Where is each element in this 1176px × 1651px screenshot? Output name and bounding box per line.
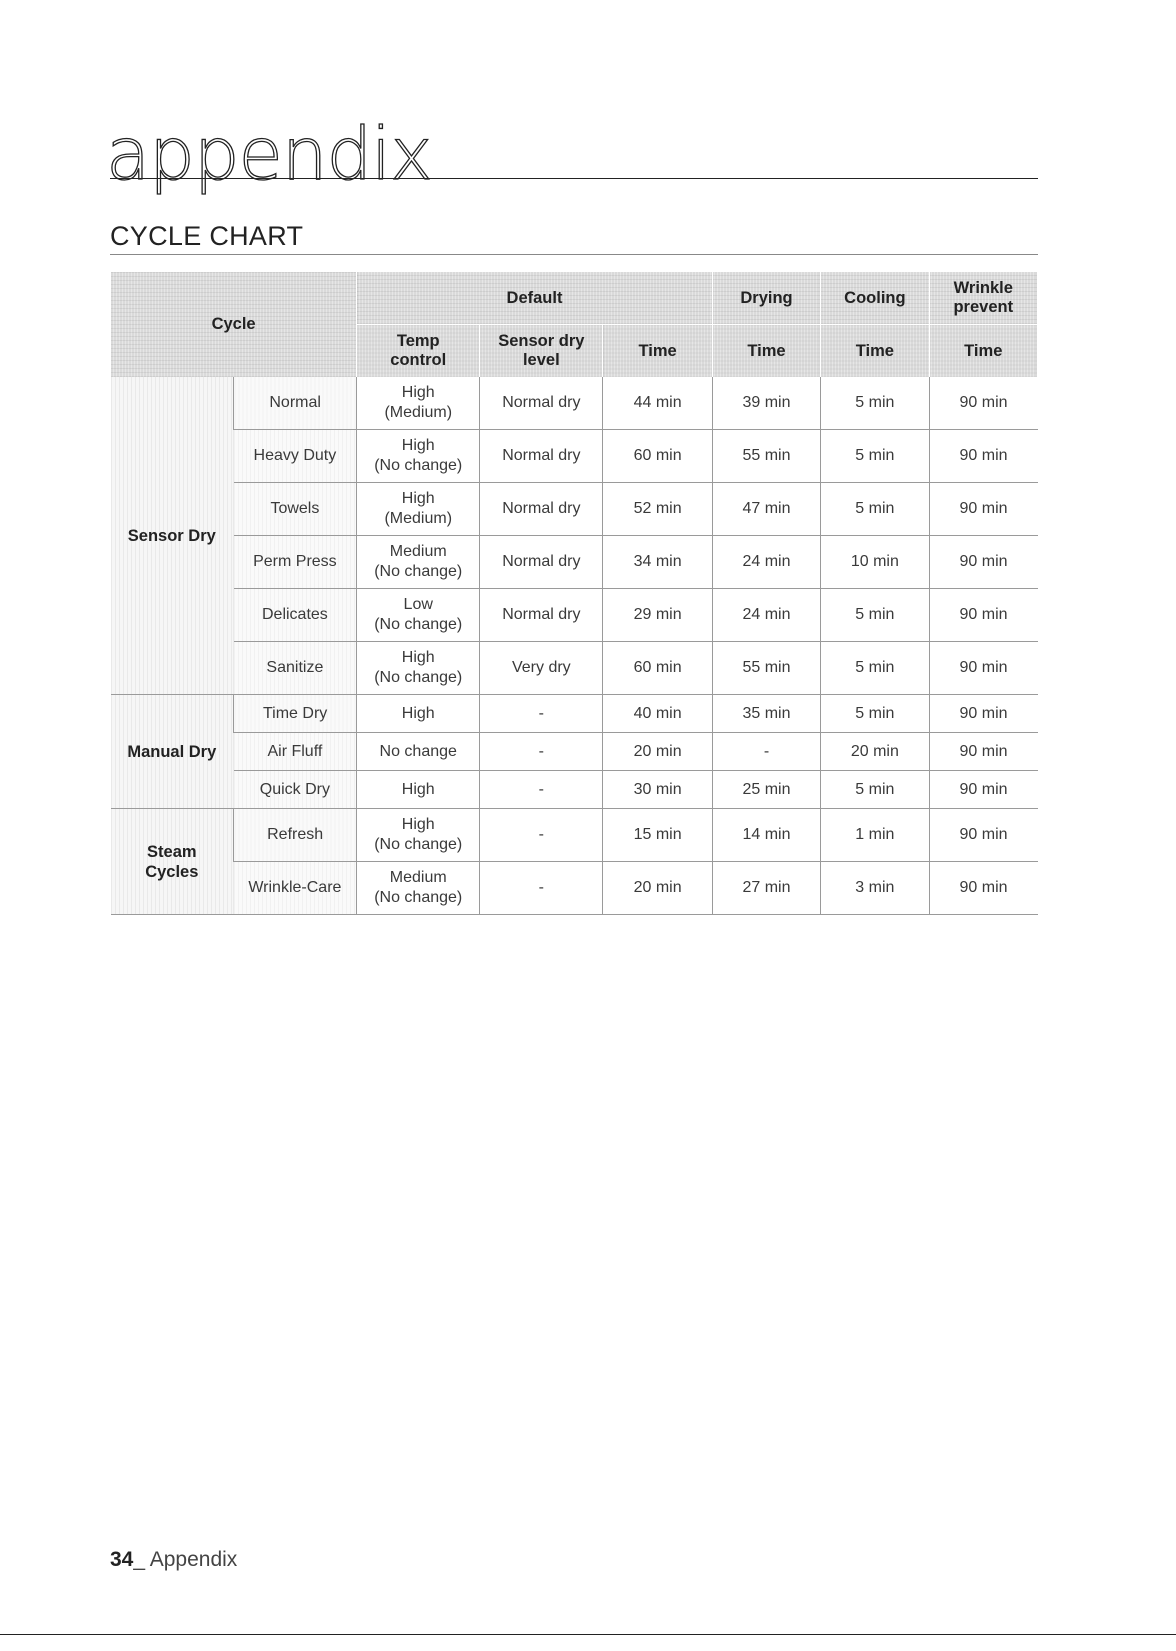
table-row xyxy=(111,695,1038,733)
sensor-level-cell: - xyxy=(480,771,603,809)
temp-control-cell: High (No change) xyxy=(357,430,480,483)
cooling-time-cell: 5 min xyxy=(821,483,929,536)
sensor-level-cell: - xyxy=(480,733,603,771)
sensor-level-cell: - xyxy=(480,809,603,862)
cycle-name: Delicates xyxy=(234,589,357,642)
cooling-time-cell: 5 min xyxy=(821,430,929,483)
header-default: Default xyxy=(357,272,713,325)
default-time-cell: 40 min xyxy=(603,695,712,733)
header-wrinkle-prevent: Wrinkle prevent xyxy=(929,272,1037,325)
header-default-time: Time xyxy=(603,325,712,378)
drying-time-cell: 24 min xyxy=(712,589,820,642)
cycle-name: Quick Dry xyxy=(234,771,357,809)
header-wrinkle-time: Time xyxy=(929,325,1037,378)
wrinkle-time-cell: 90 min xyxy=(929,862,1037,915)
wrinkle-time-cell: 90 min xyxy=(929,809,1037,862)
drying-time-cell: 14 min xyxy=(712,809,820,862)
drying-time-cell: - xyxy=(712,733,820,771)
group-label-steam-cycles: Steam Cycles xyxy=(111,809,234,915)
wrinkle-time-cell: 90 min xyxy=(929,377,1037,430)
sensor-level-cell: Normal dry xyxy=(480,430,603,483)
wrinkle-time-cell: 90 min xyxy=(929,733,1037,771)
default-time-cell: 60 min xyxy=(603,430,712,483)
temp-control-cell: High (Medium) xyxy=(357,483,480,536)
drying-time-cell: 55 min xyxy=(712,430,820,483)
cooling-time-cell: 3 min xyxy=(821,862,929,915)
table-row xyxy=(111,642,1038,695)
cooling-time-cell: 5 min xyxy=(821,377,929,430)
cycle-name: Heavy Duty xyxy=(234,430,357,483)
section-rule xyxy=(110,254,1038,255)
cycle-name: Refresh xyxy=(234,809,357,862)
wrinkle-time-cell: 90 min xyxy=(929,642,1037,695)
sensor-level-cell: Normal dry xyxy=(480,536,603,589)
page-number: 34 xyxy=(110,1548,134,1571)
section-title: CYCLE CHART xyxy=(110,221,304,251)
cycle-name: Towels xyxy=(234,483,357,536)
table-row xyxy=(111,589,1038,642)
temp-control-cell: High xyxy=(357,771,480,809)
header-drying: Drying xyxy=(712,272,820,325)
sensor-level-cell: - xyxy=(480,862,603,915)
temp-control-cell: Low (No change) xyxy=(357,589,480,642)
chapter-title: appendix xyxy=(106,112,432,196)
default-time-cell: 20 min xyxy=(603,733,712,771)
table-row xyxy=(111,483,1038,536)
drying-time-cell: 27 min xyxy=(712,862,820,915)
table-row xyxy=(111,733,1038,771)
cooling-time-cell: 5 min xyxy=(821,771,929,809)
default-time-cell: 15 min xyxy=(603,809,712,862)
header-cycle: Cycle xyxy=(111,272,357,377)
sensor-level-cell: Normal dry xyxy=(480,483,603,536)
header-row-top xyxy=(111,272,1038,325)
wrinkle-time-cell: 90 min xyxy=(929,483,1037,536)
cooling-time-cell: 5 min xyxy=(821,695,929,733)
bottom-rule xyxy=(0,1634,1176,1635)
drying-time-cell: 39 min xyxy=(712,377,820,430)
temp-control-cell: Medium (No change) xyxy=(357,536,480,589)
default-time-cell: 34 min xyxy=(603,536,712,589)
cycle-chart-table xyxy=(110,272,1038,915)
table-row xyxy=(111,771,1038,809)
chapter-rule xyxy=(110,178,1038,179)
temp-control-cell: High (Medium) xyxy=(357,377,480,430)
default-time-cell: 30 min xyxy=(603,771,712,809)
group-label-sensor-dry: Sensor Dry xyxy=(111,377,234,695)
wrinkle-time-cell: 90 min xyxy=(929,589,1037,642)
sensor-level-cell: Normal dry xyxy=(480,589,603,642)
header-temp-control: Temp control xyxy=(357,325,480,378)
table-row xyxy=(111,536,1038,589)
table-row xyxy=(111,430,1038,483)
table-row xyxy=(111,809,1038,862)
header-cooling: Cooling xyxy=(821,272,929,325)
cooling-time-cell: 20 min xyxy=(821,733,929,771)
cooling-time-cell: 5 min xyxy=(821,642,929,695)
default-time-cell: 52 min xyxy=(603,483,712,536)
header-sensor-dry-level: Sensor dry level xyxy=(480,325,603,378)
drying-time-cell: 55 min xyxy=(712,642,820,695)
cycle-name: Time Dry xyxy=(234,695,357,733)
default-time-cell: 44 min xyxy=(603,377,712,430)
header-cooling-time: Time xyxy=(821,325,929,378)
default-time-cell: 20 min xyxy=(603,862,712,915)
cooling-time-cell: 1 min xyxy=(821,809,929,862)
drying-time-cell: 47 min xyxy=(712,483,820,536)
cycle-name: Normal xyxy=(234,377,357,430)
cycle-name: Wrinkle-Care xyxy=(234,862,357,915)
cooling-time-cell: 10 min xyxy=(821,536,929,589)
drying-time-cell: 35 min xyxy=(712,695,820,733)
table-row xyxy=(111,377,1038,430)
group-label-manual-dry: Manual Dry xyxy=(111,695,234,809)
wrinkle-time-cell: 90 min xyxy=(929,430,1037,483)
footer-label: _ Appendix xyxy=(133,1548,238,1571)
temp-control-cell: No change xyxy=(357,733,480,771)
table-row xyxy=(111,862,1038,915)
default-time-cell: 29 min xyxy=(603,589,712,642)
header-drying-time: Time xyxy=(712,325,820,378)
wrinkle-time-cell: 90 min xyxy=(929,536,1037,589)
temp-control-cell: High (No change) xyxy=(357,642,480,695)
cycle-name: Air Fluff xyxy=(234,733,357,771)
cooling-time-cell: 5 min xyxy=(821,589,929,642)
default-time-cell: 60 min xyxy=(603,642,712,695)
temp-control-cell: Medium (No change) xyxy=(357,862,480,915)
sensor-level-cell: - xyxy=(480,695,603,733)
wrinkle-time-cell: 90 min xyxy=(929,695,1037,733)
drying-time-cell: 24 min xyxy=(712,536,820,589)
page-footer xyxy=(110,1548,237,1572)
temp-control-cell: High (No change) xyxy=(357,809,480,862)
cycle-name: Sanitize xyxy=(234,642,357,695)
temp-control-cell: High xyxy=(357,695,480,733)
drying-time-cell: 25 min xyxy=(712,771,820,809)
cycle-name: Perm Press xyxy=(234,536,357,589)
sensor-level-cell: Normal dry xyxy=(480,377,603,430)
wrinkle-time-cell: 90 min xyxy=(929,771,1037,809)
sensor-level-cell: Very dry xyxy=(480,642,603,695)
